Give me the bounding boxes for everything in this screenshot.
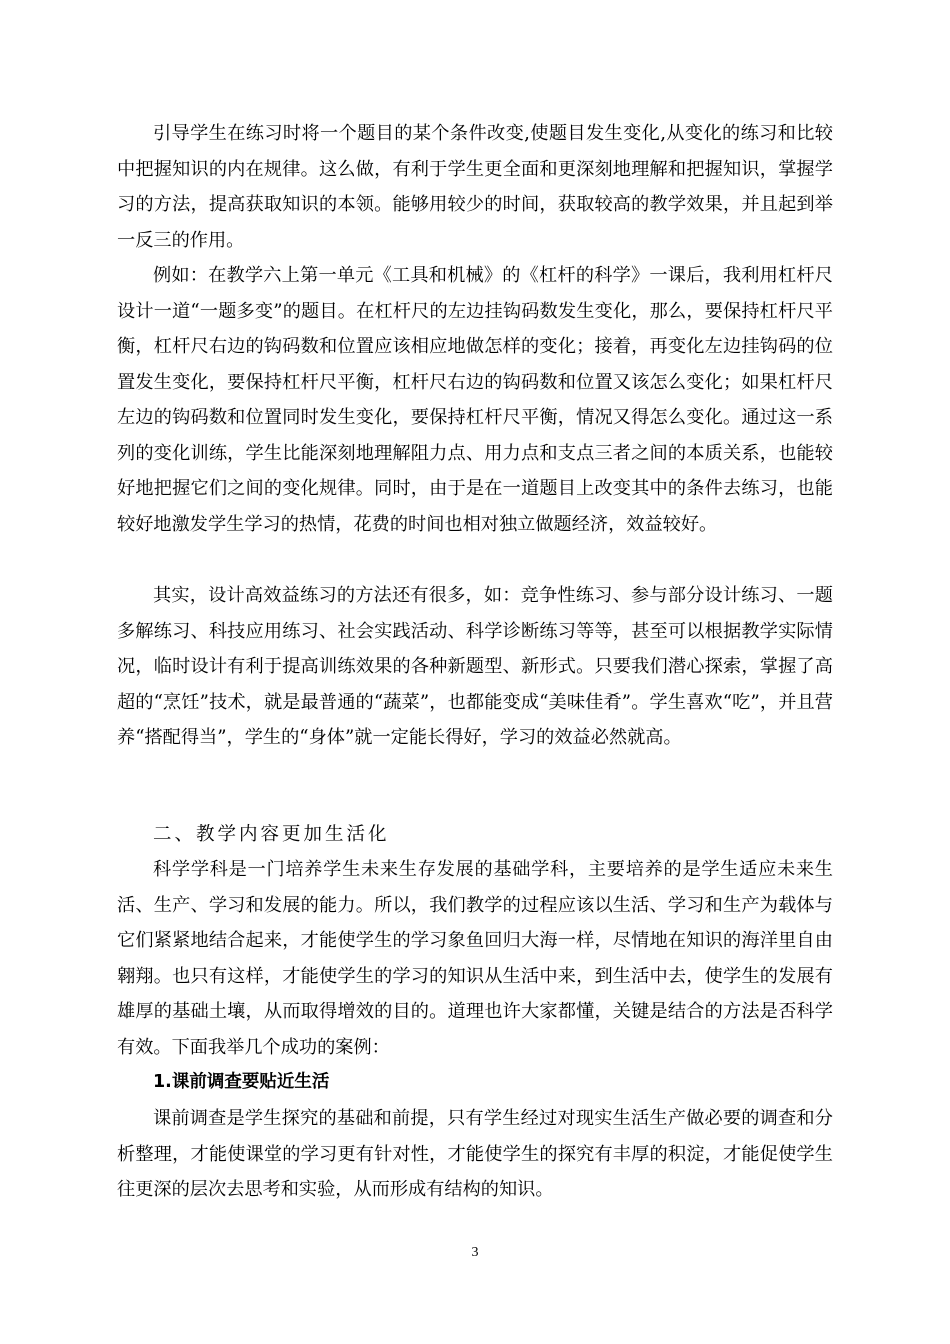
paragraph-practice-methods: 其实，设计高效益练习的方法还有很多，如：竞争性练习、参与部分设计练习、一题多解练习、科技应用练习、社会实践活动、科学诊断练习等等，甚至可以根据教学实际情况，临时设计有利于提高训练效果的各种新题型、新形式。只要我们潜心探索，掌握了高超的“烹饪”技术，就是最普通的“蔬菜”，也都能变成“美味佳肴”。学生喜欢“吃”，并且营养“搭配得当”，学生的“身体”就一定能长得好，学习的效益必然就高。 <box>117 585 833 748</box>
paragraph-pre-class-survey: 课前调查是学生探究的基础和前提，只有学生经过对现实生活生产做必要的调查和分析整理，才能使课堂的学习更有针对性，才能使学生的探究有丰厚的积淀，才能促使学生往更深的层次去思考和实验，从而形成有结构的知识。 <box>117 1108 833 1200</box>
paragraph-lever-example: 例如：在教学六上第一单元《工具和机械》的《杠杆的科学》一课后，我利用杠杆尺设计一道“一题多变”的题目。在杠杆尺的左边挂钩码数发生变化，那么，要保持杠杆尺平衡，杠杆尺右边的钩码数和位置应该相应地做怎样的变化；接着，再变化左边挂钩码的位置发生变化，要保持杠杆尺平衡，杠杆尺右边的钩码数和位置又该怎么变化；如果杠杆尺左边的钩码数和位置同时发生变化，要保持杠杆尺平衡，情况又得怎么变化。通过这一系列的变化训练，学生比能深刻地理解阻力点、用力点和支点三者之间的本质关系，也能较好地把握它们之间的变化规律。同时，由于是在一道题目上改变其中的条件去练习，也能较好地激发学生学习的热情，花费的时间也相对独立做题经济，效益较好。 <box>117 265 833 535</box>
paragraph-variation-practice: 引导学生在练习时将一个题目的某个条件改变,使题目发生变化,从变化的练习和比较中把握知识的内在规律。这么做，有利于学生更全面和更深刻地理解和把握知识，掌握学习的方法，提高获取知识的本领。能够用较少的时间，获取较高的教学效果，并且起到举一反三的作用。 <box>117 123 833 251</box>
subsection-heading: 1.课前调查要贴近生活 <box>153 1072 330 1092</box>
paragraph-science-life: 科学学科是一门培养学生未来生存发展的基础学科，主要培养的是学生适应未来生活、生产、学习和发展的能力。所以，我们教学的过程应该以生活、学习和生产为载体与它们紧紧地结合起来，才能使学生的学习象鱼回归大海一样，尽情地在知识的海洋里自由翱翔。也只有这样，才能使学生的学习的知识从生活中来，到生活中去，使学生的发展有雄厚的基础土壤，从而取得增效的目的。道理也许大家都懂，关键是结合的方法是否科学有效。下面我举几个成功的案例： <box>117 859 833 1058</box>
section-heading: 二、教学内容更加生活化 <box>153 824 390 845</box>
page-number: 3 <box>471 1245 479 1260</box>
